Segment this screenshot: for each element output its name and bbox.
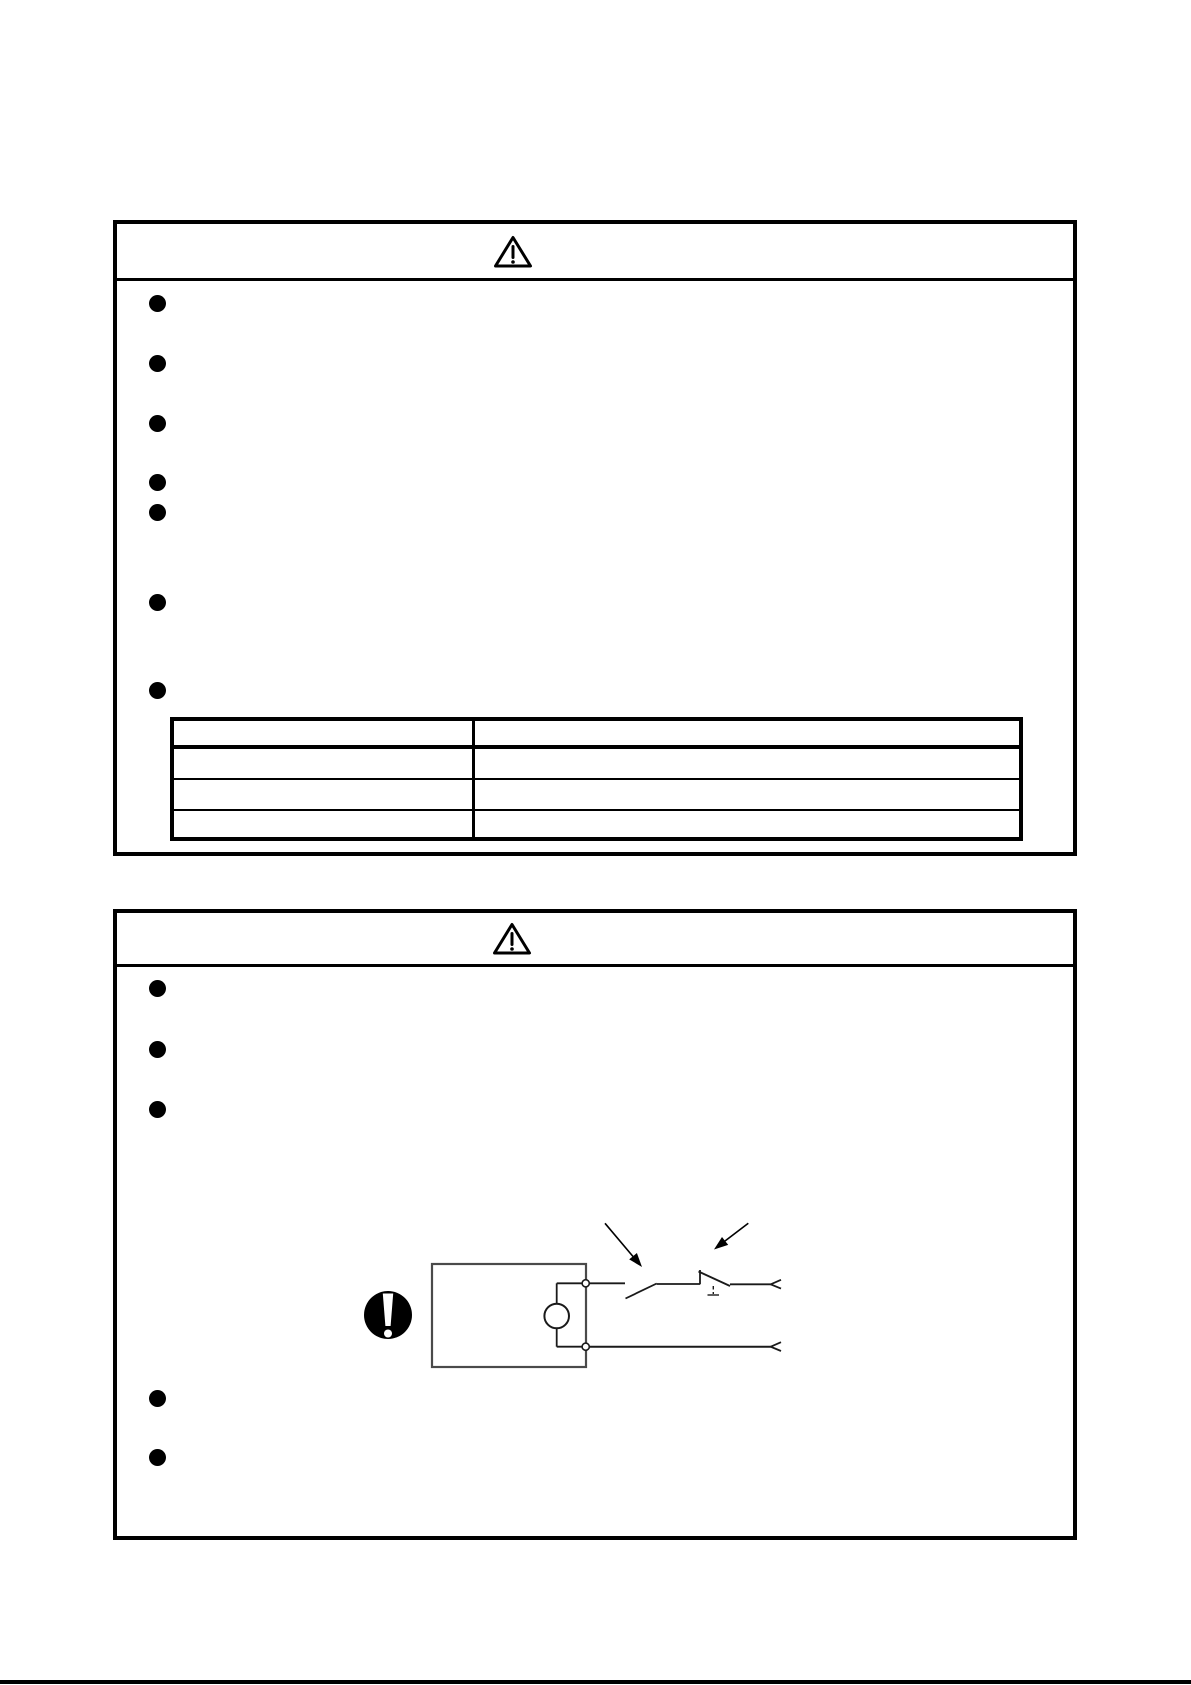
page-bottom-rule — [0, 1680, 1191, 1684]
table-cell — [473, 810, 1021, 839]
warning-triangle-icon — [492, 922, 532, 961]
table-cell — [473, 779, 1021, 810]
upper-terminal — [582, 1280, 589, 1287]
connector-end-upper — [771, 1280, 781, 1289]
table-header-cell — [172, 719, 473, 747]
table-cell — [172, 779, 473, 810]
connector-end-lower — [771, 1342, 781, 1351]
bullet-icon — [149, 1041, 166, 1058]
bullet-icon — [149, 355, 166, 372]
circuit-diagram — [320, 1120, 800, 1380]
pointer-arrow-left — [605, 1223, 642, 1267]
bullet-icon — [149, 1449, 166, 1466]
bullet-icon — [149, 504, 166, 521]
lower-terminal — [582, 1343, 589, 1350]
pilot-lamp — [544, 1283, 583, 1346]
switch-contact — [590, 1283, 701, 1298]
table-row — [172, 747, 1021, 779]
pointer-arrow-right — [714, 1223, 748, 1249]
caution-box-1 — [113, 220, 1077, 856]
bullet-icon — [149, 1390, 166, 1407]
table-row — [172, 779, 1021, 810]
bullet-icon — [149, 594, 166, 611]
bullet-icon — [149, 295, 166, 312]
table-row — [172, 810, 1021, 839]
spec-table — [170, 717, 1023, 841]
table-cell — [172, 810, 473, 839]
bullet-icon — [149, 1101, 166, 1118]
pushbutton-contact — [699, 1270, 771, 1295]
caution-box-2 — [113, 909, 1077, 1540]
bullet-icon — [149, 980, 166, 997]
mandatory-action-icon — [364, 1291, 412, 1339]
bullet-icon — [149, 474, 166, 491]
warning-triangle-icon — [493, 235, 533, 274]
table-header-cell — [473, 719, 1021, 747]
table-cell — [473, 747, 1021, 779]
table-cell — [172, 747, 473, 779]
caution-box-1-header — [117, 224, 1073, 281]
caution-box-2-header — [117, 913, 1073, 967]
bullet-icon — [149, 682, 166, 699]
bullet-icon — [149, 415, 166, 432]
